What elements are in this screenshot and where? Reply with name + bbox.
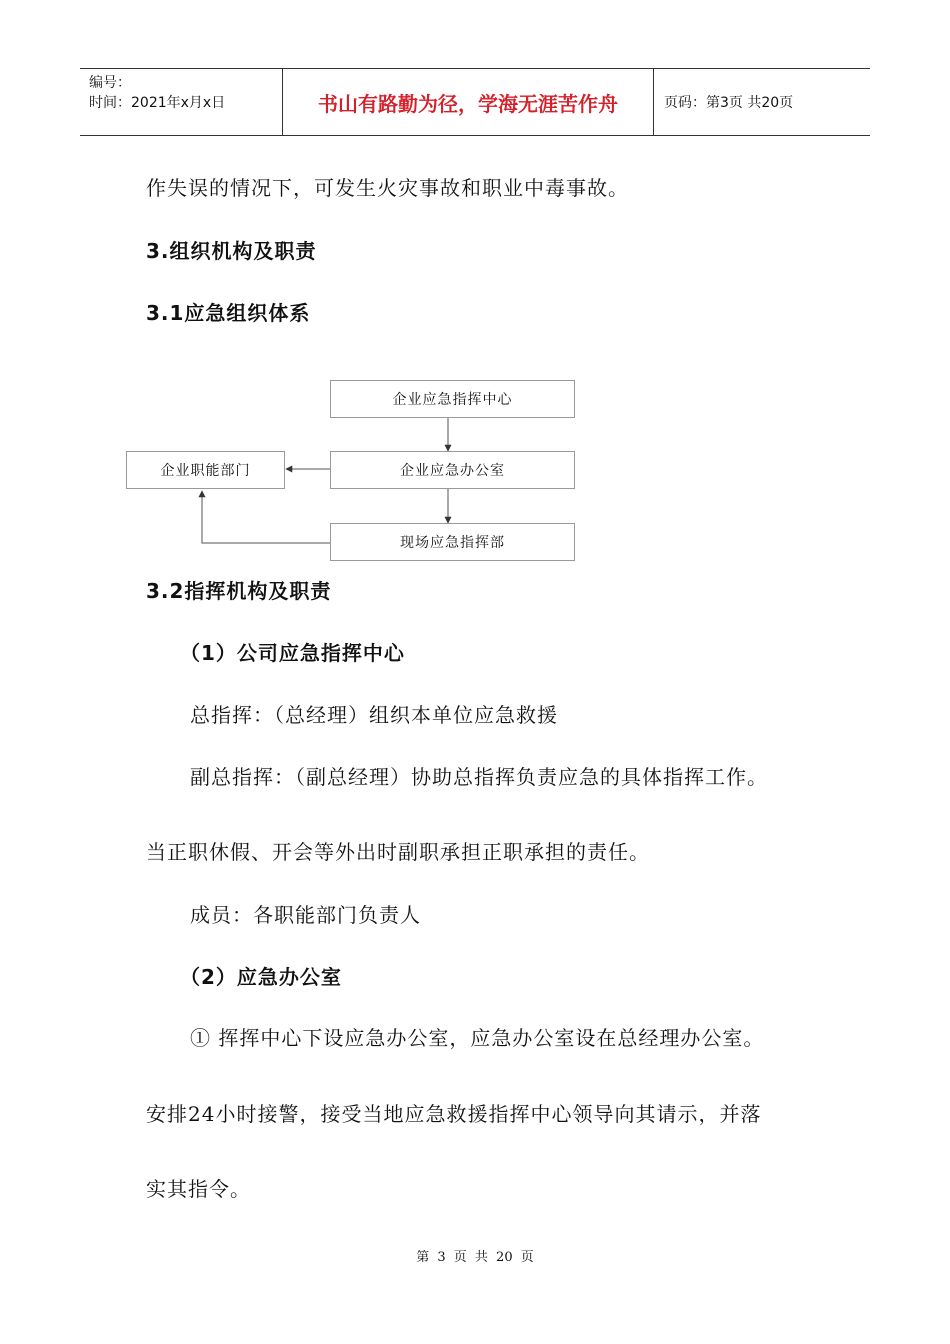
header-page: 页码：第3页 共20页 bbox=[664, 95, 794, 111]
section-heading-3: 3.组织机构及职责 bbox=[146, 239, 317, 263]
subheading-command-center: （1）公司应急指挥中心 bbox=[180, 641, 405, 665]
paragraph-deputy: 副总指挥：（副总经理）协助总指挥负责应急的具体指挥工作。 bbox=[190, 765, 768, 789]
paragraph-members: 成员：各职能部门负责人 bbox=[190, 903, 421, 927]
header-motto: 书山有路勤为径，学海无涯苦作舟 bbox=[282, 69, 654, 135]
section-heading-3-1: 3.1应急组织体系 bbox=[146, 301, 311, 325]
box-onsite-command: 现场应急指挥部 bbox=[330, 523, 575, 561]
arrow-onsite-to-departments bbox=[202, 491, 330, 543]
paragraph-office-2: 安排24小时接警，接受当地应急救援指挥中心领导向其请示，并落 bbox=[146, 1102, 762, 1126]
section-heading-3-2: 3.2指挥机构及职责 bbox=[146, 579, 332, 603]
box-command-center: 企业应急指挥中心 bbox=[330, 380, 575, 418]
page-footer: 第 3 页 共 20 页 bbox=[416, 1250, 534, 1265]
box-emergency-office: 企业应急办公室 bbox=[330, 451, 575, 489]
subheading-office: （2）应急办公室 bbox=[180, 965, 342, 989]
paragraph-office-1: ① 挥挥中心下设应急办公室，应急办公室设在总经理办公室。 bbox=[190, 1026, 765, 1050]
header-number: 编号： bbox=[89, 75, 131, 91]
box-departments: 企业职能部门 bbox=[126, 451, 285, 489]
paragraph-line1: 作失误的情况下，可发生火灾事故和职业中毒事故。 bbox=[146, 176, 629, 200]
paragraph-deputy-cont: 当正职休假、开会等外出时副职承担正职承担的责任。 bbox=[146, 840, 650, 864]
paragraph-chief: 总指挥：（总经理）组织本单位应急救援 bbox=[190, 703, 558, 727]
diagram-connectors bbox=[0, 0, 950, 600]
header-date: 时间：2021年x月x日 bbox=[89, 95, 226, 111]
paragraph-office-3: 实其指令。 bbox=[146, 1177, 251, 1201]
